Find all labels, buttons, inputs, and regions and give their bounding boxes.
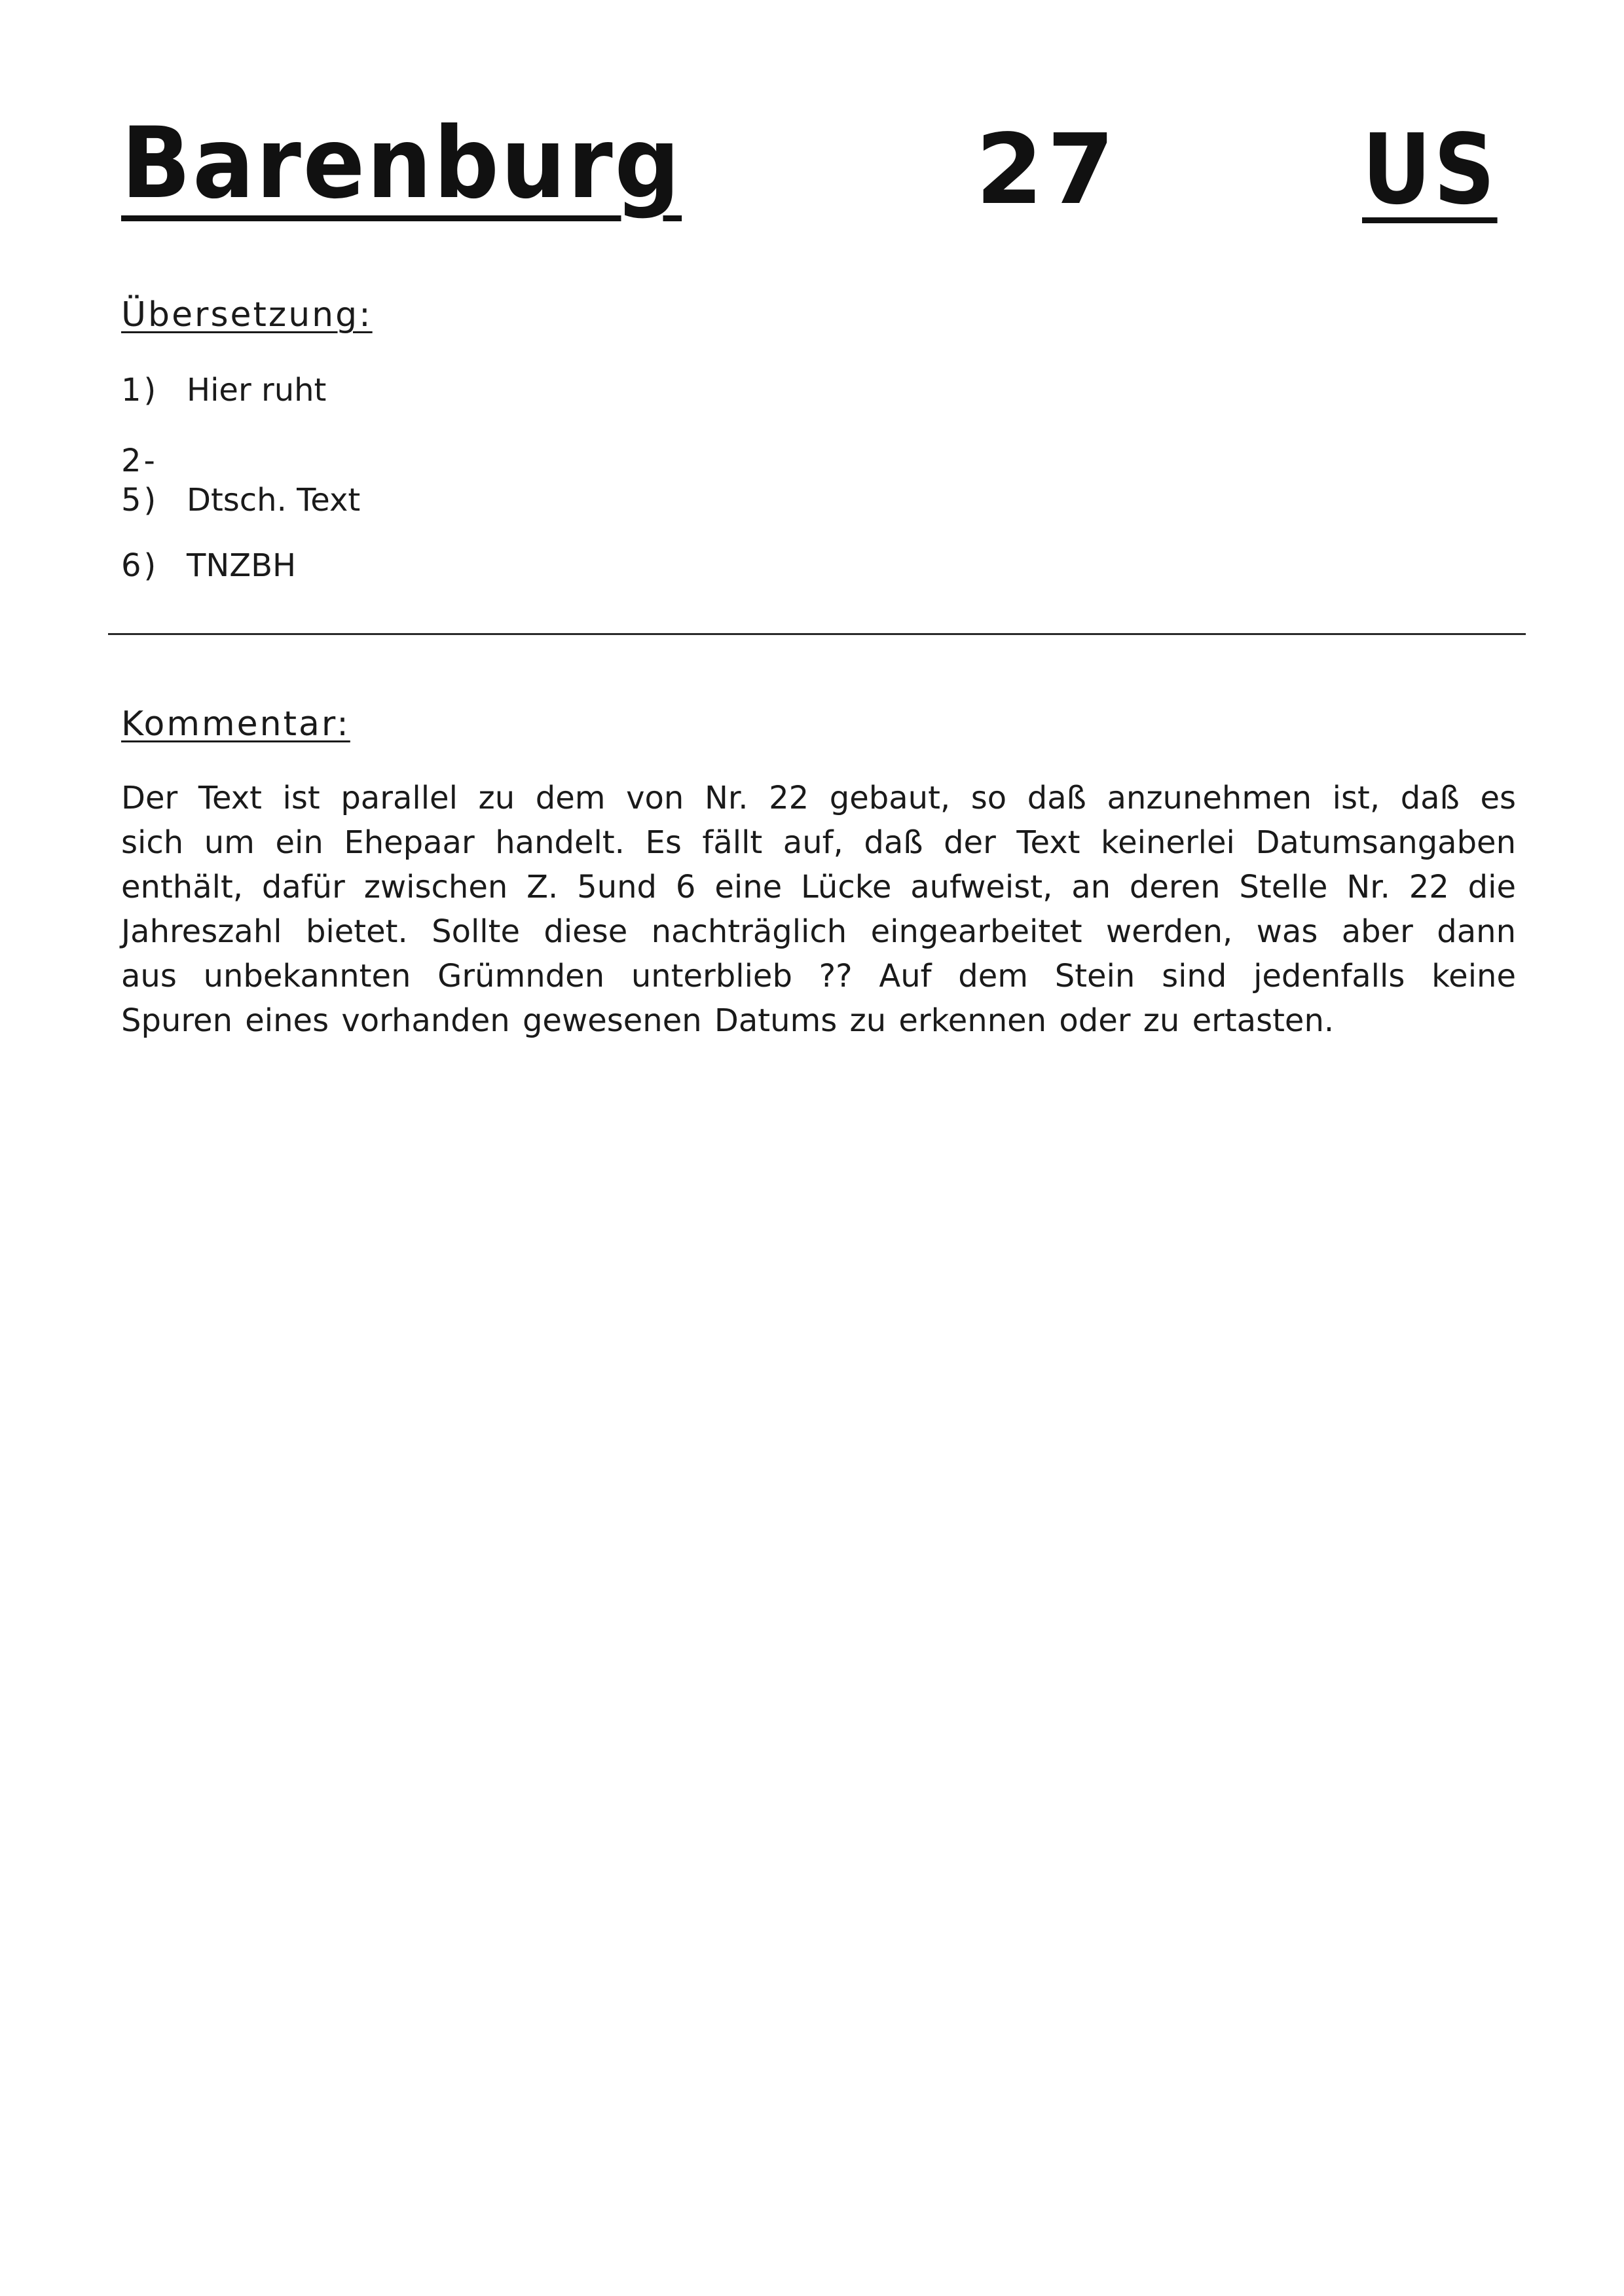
entry-code: US: [1362, 113, 1498, 226]
commentary-line: Der Text ist parallel zu dem von Nr. 22 gebaut, so daß anzunehmen ist, daß es: [121, 780, 1516, 816]
section-divider: [108, 633, 1526, 635]
translation-line: [121, 547, 297, 584]
line-text: Dtsch. Text: [187, 482, 361, 519]
commentary-line: sich um ein Ehepaar handelt. Es fällt auf, daß der Text keinerlei Datumsangaben: [121, 824, 1516, 861]
commentary-line: aus unbekannten Grümnden unterblieb ?? Auf dem Stein sind jedenfalls keine: [121, 958, 1516, 994]
translation-line: [121, 482, 361, 519]
entry-number: 27: [976, 113, 1118, 226]
translation-line: [121, 445, 187, 477]
commentary-text: [121, 776, 1516, 1043]
place-title: Barenburg: [121, 107, 682, 221]
commentary-line: enthält, dafür zwischen Z. 5und 6 eine Lücke aufweist, an deren Stelle Nr. 22 die: [121, 869, 1516, 905]
line-number: 1): [121, 372, 159, 409]
translation-line: [121, 372, 327, 409]
line-number: 6): [121, 547, 159, 584]
line-number: 2-: [121, 443, 158, 479]
line-text: Hier ruht: [187, 372, 327, 409]
translation-heading: Übersetzung:: [121, 295, 373, 335]
line-text: TNZBH: [187, 547, 297, 584]
commentary-line: Jahreszahl bietet. Sollte diese nachträglich eingearbeitet werden, was aber dann: [121, 913, 1516, 950]
commentary-line: Spuren eines vorhanden gewesenen Datums zu erkennen oder zu ertasten.: [121, 1002, 1335, 1039]
line-number: 5): [121, 482, 159, 519]
commentary-heading: Kommentar:: [121, 704, 350, 744]
